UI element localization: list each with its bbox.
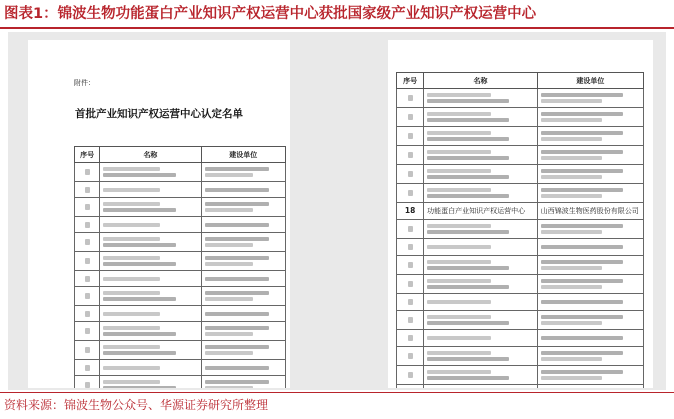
header-builder: 建设单位 xyxy=(537,73,643,89)
illegible-text xyxy=(205,188,269,192)
row-builder-cell xyxy=(201,271,285,287)
illegible-text xyxy=(408,114,413,120)
row-builder-cell xyxy=(537,347,643,366)
illegible-text xyxy=(85,382,90,388)
illegible-text xyxy=(205,366,269,370)
illegible-text xyxy=(541,370,623,374)
illegible-text xyxy=(205,173,253,177)
table-row xyxy=(397,127,644,146)
table-row xyxy=(75,182,286,198)
illegible-text xyxy=(541,266,603,270)
row-number-cell xyxy=(397,275,424,294)
table-row xyxy=(75,341,286,360)
illegible-text xyxy=(103,188,160,192)
illegible-text xyxy=(541,260,623,264)
illegible-text xyxy=(103,332,176,336)
table-row xyxy=(75,360,286,376)
row-name-cell xyxy=(424,89,538,108)
row-name-cell xyxy=(100,182,201,198)
highlight-number: 18 xyxy=(397,203,424,220)
illegible-text xyxy=(85,239,90,245)
illegible-text xyxy=(541,315,623,319)
illegible-text xyxy=(427,245,491,249)
table-row xyxy=(397,256,644,275)
row-builder-cell xyxy=(537,108,643,127)
illegible-text xyxy=(103,243,176,247)
attachment-label: 附件： xyxy=(74,79,95,87)
illegible-text xyxy=(427,137,509,141)
row-builder-cell xyxy=(537,220,643,239)
illegible-text xyxy=(541,224,623,228)
illegible-text xyxy=(427,300,491,304)
illegible-text xyxy=(85,187,90,193)
row-number-cell xyxy=(397,146,424,165)
row-number-cell xyxy=(75,322,100,341)
table-row xyxy=(75,306,286,322)
table-row xyxy=(397,165,644,184)
row-number-cell xyxy=(397,347,424,366)
row-builder-cell xyxy=(537,256,643,275)
illegible-text xyxy=(85,311,90,317)
row-name-cell xyxy=(100,376,201,389)
illegible-text xyxy=(408,133,413,139)
illegible-text xyxy=(541,279,623,283)
illegible-text xyxy=(427,224,491,228)
illegible-text xyxy=(427,99,509,103)
illegible-text xyxy=(205,167,269,171)
row-number-cell xyxy=(75,233,100,252)
illegible-text xyxy=(205,345,269,349)
illegible-text xyxy=(541,131,623,135)
illegible-text xyxy=(541,376,603,380)
row-number-cell xyxy=(397,220,424,239)
illegible-text xyxy=(205,208,253,212)
row-name-cell xyxy=(424,165,538,184)
row-builder-cell xyxy=(201,322,285,341)
row-name-cell xyxy=(424,184,538,203)
table-row xyxy=(397,330,644,347)
row-name-cell xyxy=(424,127,538,146)
row-builder-cell xyxy=(201,341,285,360)
row-builder-cell xyxy=(537,366,643,385)
illegible-text xyxy=(205,312,269,316)
illegible-text xyxy=(408,353,413,359)
illegible-text xyxy=(205,243,253,247)
row-name-cell xyxy=(100,287,201,306)
illegible-text xyxy=(427,279,491,283)
illegible-text xyxy=(205,326,269,330)
row-number-cell xyxy=(397,127,424,146)
row-name-cell xyxy=(100,252,201,271)
illegible-text xyxy=(541,357,603,361)
illegible-text xyxy=(205,277,269,281)
illegible-text xyxy=(103,345,160,349)
illegible-text xyxy=(408,152,413,158)
illegible-text xyxy=(541,156,603,160)
title-divider xyxy=(0,27,674,29)
row-number-cell xyxy=(397,89,424,108)
illegible-text xyxy=(427,370,491,374)
row-number-cell xyxy=(75,182,100,198)
illegible-text xyxy=(541,93,623,97)
illegible-text xyxy=(541,99,603,103)
illegible-text xyxy=(541,112,623,116)
table-row xyxy=(75,252,286,271)
illegible-text xyxy=(427,112,491,116)
illegible-text xyxy=(85,347,90,353)
row-number-cell xyxy=(397,311,424,330)
row-name-cell xyxy=(424,146,538,165)
table-row xyxy=(397,347,644,366)
table-row xyxy=(397,239,644,256)
illegible-text xyxy=(103,277,160,281)
row-builder-cell xyxy=(537,239,643,256)
table-header-row xyxy=(75,147,286,163)
illegible-text xyxy=(408,281,413,287)
table-row xyxy=(397,220,644,239)
highlight-builder: 山西锦波生物医药股份有限公司 xyxy=(537,203,643,220)
row-name-cell xyxy=(424,347,538,366)
left-list-table xyxy=(74,146,286,388)
row-name-cell xyxy=(100,360,201,376)
illegible-text xyxy=(541,285,603,289)
row-builder-cell xyxy=(537,294,643,311)
illegible-text xyxy=(408,262,413,268)
row-name-cell xyxy=(424,311,538,330)
illegible-text xyxy=(205,223,269,227)
row-builder-cell xyxy=(201,198,285,217)
table-row xyxy=(75,163,286,182)
illegible-text xyxy=(427,230,509,234)
row-builder-cell xyxy=(537,275,643,294)
row-name-cell xyxy=(424,256,538,275)
row-number-cell xyxy=(397,108,424,127)
row-number-cell xyxy=(75,163,100,182)
row-number-cell xyxy=(75,376,100,389)
row-builder-cell xyxy=(537,311,643,330)
highlighted-table-row xyxy=(397,203,644,220)
document-page-right xyxy=(388,40,653,388)
illegible-text xyxy=(103,351,176,355)
illegible-text xyxy=(205,332,253,336)
row-number-cell xyxy=(75,252,100,271)
row-number-cell xyxy=(397,385,424,389)
illegible-text xyxy=(103,312,160,316)
table-row xyxy=(75,271,286,287)
illegible-text xyxy=(103,237,160,241)
row-number-cell xyxy=(75,271,100,287)
row-name-cell xyxy=(100,341,201,360)
row-number-cell xyxy=(75,217,100,233)
table-row xyxy=(75,217,286,233)
row-builder-cell xyxy=(201,217,285,233)
illegible-text xyxy=(427,357,509,361)
illegible-text xyxy=(85,328,90,334)
illegible-text xyxy=(408,317,413,323)
row-builder-cell xyxy=(201,376,285,389)
illegible-text xyxy=(541,321,603,325)
illegible-text xyxy=(408,190,413,196)
illegible-text xyxy=(85,204,90,210)
illegible-text xyxy=(427,118,509,122)
illegible-text xyxy=(103,380,160,384)
illegible-text xyxy=(103,167,160,171)
row-name-cell xyxy=(424,366,538,385)
header-name: 名称 xyxy=(100,147,201,163)
highlight-name: 功能蛋白产业知识产权运营中心 xyxy=(424,203,538,220)
illegible-text xyxy=(427,194,509,198)
illegible-text xyxy=(427,169,491,173)
document-title: 首批产业知识产权运营中心认定名单 xyxy=(75,108,243,120)
table-row xyxy=(397,311,644,330)
illegible-text xyxy=(408,226,413,232)
table-row xyxy=(397,89,644,108)
header-number: 序号 xyxy=(397,73,424,89)
illegible-text xyxy=(103,291,160,295)
table-row xyxy=(397,146,644,165)
row-name-cell xyxy=(424,330,538,347)
illegible-text xyxy=(427,266,509,270)
illegible-text xyxy=(427,321,509,325)
row-number-cell xyxy=(75,360,100,376)
row-name-cell xyxy=(100,233,201,252)
table-row xyxy=(397,184,644,203)
row-number-cell xyxy=(397,294,424,311)
row-name-cell xyxy=(100,198,201,217)
illegible-text xyxy=(541,336,623,340)
illegible-text xyxy=(85,258,90,264)
illegible-text xyxy=(408,299,413,305)
header-name: 名称 xyxy=(424,73,538,89)
illegible-text xyxy=(427,285,509,289)
row-number-cell xyxy=(75,306,100,322)
row-name-cell xyxy=(424,385,538,389)
row-name-cell xyxy=(100,306,201,322)
illegible-text xyxy=(541,245,623,249)
right-list-table xyxy=(396,72,644,388)
illegible-text xyxy=(541,137,603,141)
row-builder-cell xyxy=(201,163,285,182)
illegible-text xyxy=(541,300,623,304)
row-name-cell xyxy=(424,108,538,127)
figure-title: 图表1：锦波生物功能蛋白产业知识产权运营中心获批国家级产业知识产权运营中心 xyxy=(4,6,537,22)
illegible-text xyxy=(427,260,491,264)
row-builder-cell xyxy=(201,182,285,198)
illegible-text xyxy=(541,194,603,198)
row-builder-cell xyxy=(201,306,285,322)
row-builder-cell xyxy=(537,330,643,347)
figure-source: 资料来源：锦波生物公众号、华源证券研究所整理 xyxy=(4,398,269,412)
table-row xyxy=(397,294,644,311)
illegible-text xyxy=(205,386,253,388)
row-name-cell xyxy=(424,239,538,256)
row-number-cell xyxy=(75,198,100,217)
left-table-body xyxy=(75,163,286,389)
row-number-cell xyxy=(397,366,424,385)
illegible-text xyxy=(205,351,253,355)
row-number-cell xyxy=(75,287,100,306)
row-builder-cell xyxy=(537,89,643,108)
illegible-text xyxy=(205,380,269,384)
illegible-text xyxy=(427,376,509,380)
illegible-text xyxy=(103,223,160,227)
table-row xyxy=(397,108,644,127)
table-row xyxy=(397,366,644,385)
document-page-left xyxy=(28,40,290,388)
illegible-text xyxy=(85,276,90,282)
row-number-cell xyxy=(397,184,424,203)
header-builder: 建设单位 xyxy=(201,147,285,163)
illegible-text xyxy=(541,351,623,355)
illegible-text xyxy=(85,222,90,228)
table-row xyxy=(75,233,286,252)
illegible-text xyxy=(205,262,253,266)
illegible-text xyxy=(427,336,491,340)
row-builder-cell xyxy=(201,287,285,306)
table-row xyxy=(397,385,644,389)
table-row xyxy=(75,376,286,389)
illegible-text xyxy=(205,291,269,295)
illegible-text xyxy=(103,366,160,370)
row-name-cell xyxy=(100,217,201,233)
row-builder-cell xyxy=(537,127,643,146)
row-name-cell xyxy=(424,275,538,294)
header-number: 序号 xyxy=(75,147,100,163)
row-name-cell xyxy=(100,163,201,182)
row-name-cell xyxy=(100,322,201,341)
illegible-text xyxy=(408,95,413,101)
illegible-text xyxy=(205,256,269,260)
illegible-text xyxy=(103,173,176,177)
illegible-text xyxy=(541,169,623,173)
illegible-text xyxy=(541,175,603,179)
illegible-text xyxy=(541,188,623,192)
illegible-text xyxy=(427,93,491,97)
illegible-text xyxy=(103,386,176,388)
illegible-text xyxy=(85,365,90,371)
illegible-text xyxy=(205,202,269,206)
table-row xyxy=(75,198,286,217)
illegible-text xyxy=(85,169,90,175)
illegible-text xyxy=(103,326,160,330)
illegible-text xyxy=(205,297,253,301)
illegible-text xyxy=(427,175,509,179)
row-number-cell xyxy=(397,239,424,256)
illegible-text xyxy=(541,230,603,234)
illegible-text xyxy=(103,208,176,212)
illegible-text xyxy=(103,202,160,206)
illegible-text xyxy=(103,256,160,260)
row-builder-cell xyxy=(201,233,285,252)
row-name-cell xyxy=(424,294,538,311)
illegible-text xyxy=(205,237,269,241)
illegible-text xyxy=(541,150,623,154)
row-number-cell xyxy=(397,256,424,275)
table-row xyxy=(75,287,286,306)
illegible-text xyxy=(408,335,413,341)
source-divider xyxy=(0,392,674,393)
row-name-cell xyxy=(100,271,201,287)
illegible-text xyxy=(408,171,413,177)
row-builder-cell xyxy=(537,184,643,203)
table-row xyxy=(397,275,644,294)
row-name-cell xyxy=(424,220,538,239)
illegible-text xyxy=(541,118,603,122)
illegible-text xyxy=(427,150,491,154)
illegible-text xyxy=(427,351,491,355)
table-header-row xyxy=(397,73,644,89)
illegible-text xyxy=(427,156,509,160)
illegible-text xyxy=(427,315,491,319)
row-builder-cell xyxy=(537,385,643,389)
row-number-cell xyxy=(75,341,100,360)
illegible-text xyxy=(408,372,413,378)
row-builder-cell xyxy=(537,165,643,184)
row-builder-cell xyxy=(201,252,285,271)
row-number-cell xyxy=(397,330,424,347)
illegible-text xyxy=(103,262,176,266)
illegible-text xyxy=(427,131,491,135)
right-table-body xyxy=(397,89,644,389)
row-builder-cell xyxy=(537,146,643,165)
illegible-text xyxy=(408,244,413,250)
illegible-text xyxy=(103,297,176,301)
row-builder-cell xyxy=(201,360,285,376)
illegible-text xyxy=(427,188,491,192)
table-row xyxy=(75,322,286,341)
row-number-cell xyxy=(397,165,424,184)
illegible-text xyxy=(85,293,90,299)
